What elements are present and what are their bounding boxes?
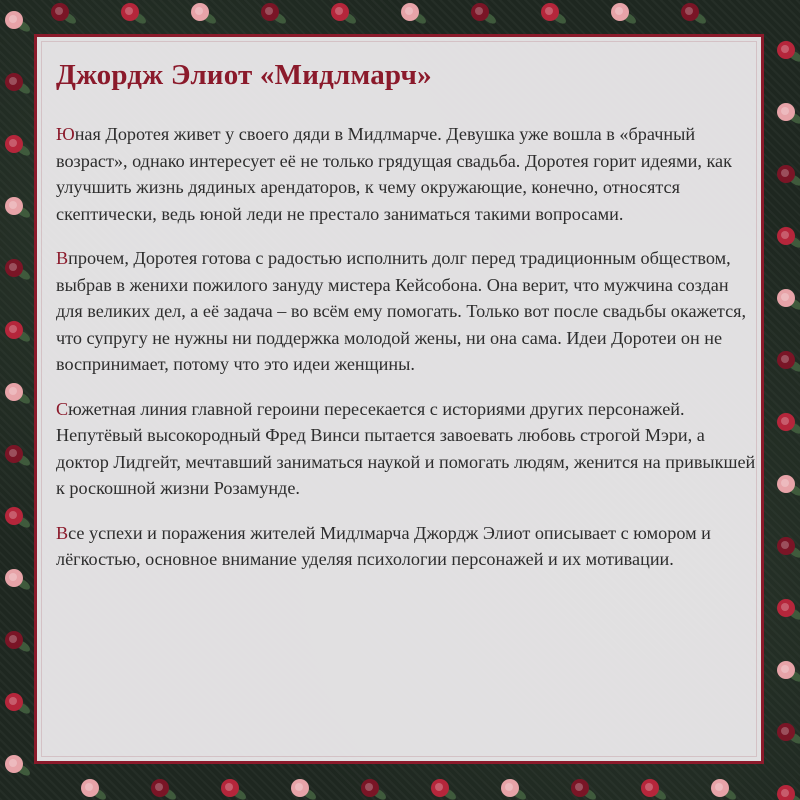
rose-icon: [5, 631, 32, 654]
article-body: [56, 121, 756, 591]
paragraph-1: [56, 121, 756, 227]
rose-icon: [261, 3, 288, 26]
rose-icon: [777, 475, 800, 498]
rose-icon: [5, 197, 32, 220]
rose-icon: [681, 3, 708, 26]
rose-icon: [777, 41, 800, 64]
rose-icon: [571, 779, 598, 800]
rose-icon: [51, 3, 78, 26]
rose-icon: [777, 723, 800, 746]
rose-icon: [611, 3, 638, 26]
paragraph-3: [56, 396, 756, 502]
drop-letter: В: [56, 522, 69, 543]
rose-icon: [5, 135, 32, 158]
rose-icon: [5, 693, 32, 716]
rose-icon: [711, 779, 738, 800]
rose-icon: [541, 3, 568, 26]
rose-icon: [5, 11, 32, 34]
paragraph-text: се успехи и поражения жителей Мидлмарча Джордж Элиот описывает с юмором и лёгкостью, основное внимание уделяя психологии персонажей и их мотивации.: [56, 522, 711, 569]
rose-icon: [5, 445, 32, 468]
rose-icon: [5, 321, 32, 344]
text-card: [34, 34, 764, 764]
rose-icon: [777, 227, 800, 250]
rose-icon: [777, 289, 800, 312]
rose-icon: [5, 569, 32, 592]
drop-letter: С: [56, 398, 69, 419]
rose-icon: [777, 165, 800, 188]
rose-icon: [777, 661, 800, 684]
rose-icon: [221, 779, 248, 800]
rose-icon: [291, 779, 318, 800]
rose-icon: [777, 103, 800, 126]
rose-icon: [471, 3, 498, 26]
rose-icon: [431, 779, 458, 800]
rose-icon: [5, 259, 32, 282]
paragraph-text: южетная линия главной героини пересекается с историями других персонажей. Непутёвый высокородный Фред Винси пытается завоевать любовь строгой Мэри, а доктор Лидгейт, мечтавший заниматься наукой и помогать людям, женится на привыкшей к роскошной жизни Розамунде.: [56, 398, 756, 498]
rose-icon: [5, 507, 32, 530]
rose-icon: [151, 779, 178, 800]
paragraph-2: [56, 245, 756, 378]
rose-icon: [5, 73, 32, 96]
paragraph-text: ная Доротея живет у своего дяди в Мидлмарче. Девушка уже вошла в «брачный возраст», однако интересует её не только грядущая свадьба. Доротея горит идеями, как улучшить жизнь дядиных арендаторов, к чему окружающие, конечно, относятся скептически, ведь юной леди не престало заниматься такими вопросами.: [56, 124, 732, 224]
rose-icon: [5, 755, 32, 778]
rose-icon: [777, 537, 800, 560]
rose-icon: [777, 785, 800, 800]
rose-icon: [361, 779, 388, 800]
rose-icon: [401, 3, 428, 26]
drop-letter: В: [56, 248, 69, 268]
rose-icon: [191, 3, 218, 26]
page-title: Джордж Элиот «Мидлмарч»: [56, 59, 432, 91]
rose-icon: [777, 413, 800, 436]
rose-icon: [121, 3, 148, 26]
paragraph-text: прочем, Доротея готова с радостью исполнить долг перед традиционным обществом, выбрав в женихи пожилого зануду мистера Кейсобона. Она верит, что мужчина создан для великих дел, а её задача – во всём ему помогать. Только вот после свадьбы окажется, что супругу не нужны ни поддержка молодой жены, ни она сама. Идеи Доротеи он не воспринимает, потому что это идеи женщины.: [56, 248, 747, 374]
rose-icon: [81, 779, 108, 800]
paragraph-4: [56, 520, 756, 573]
rose-icon: [777, 599, 800, 622]
rose-icon: [331, 3, 358, 26]
rose-icon: [5, 383, 32, 406]
drop-letter: Ю: [56, 124, 75, 144]
rose-icon: [777, 351, 800, 374]
rose-icon: [501, 779, 528, 800]
rose-icon: [641, 779, 668, 800]
